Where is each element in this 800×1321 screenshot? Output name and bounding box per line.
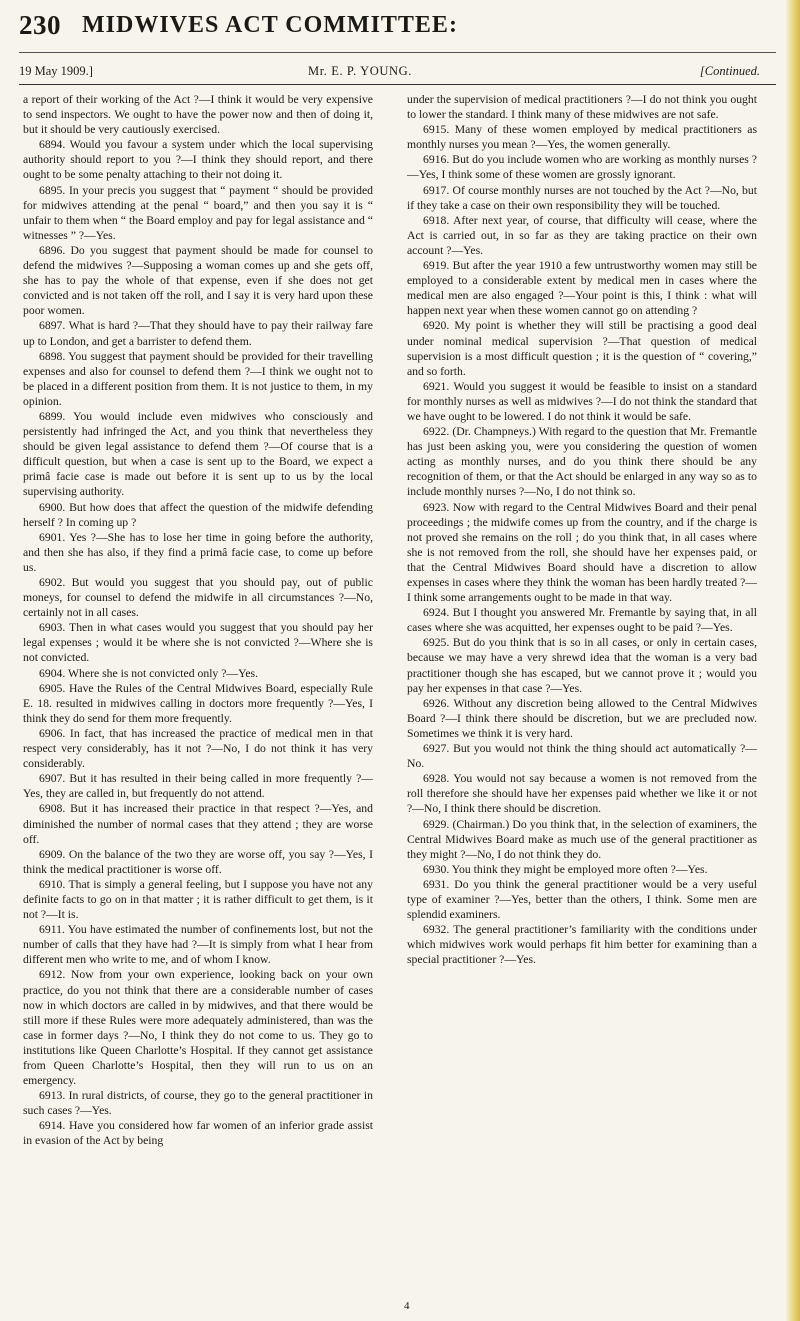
left-column: [23, 92, 373, 1149]
paragraph: 6918. After next year, of course, that difficulty will cease, where the Act is carried out, in so far as they are taking practice on their own account ?—Yes.: [407, 213, 757, 257]
top-rule: [19, 52, 776, 53]
paragraph: 6927. But you would not think the thing should act automatically ?—No.: [407, 742, 757, 771]
continued-label: [Continued.: [699, 64, 760, 78]
paragraph: 6903. Then in what cases would you suggest that you should pay her legal expenses ; would it be where she is not convicted ?—Where she is not convicted.: [23, 621, 373, 665]
paragraph: 6901. Yes ?—She has to lose her time in going before the authority, and then she has also, if they find a primâ facie case, to come up before us.: [23, 530, 373, 574]
page-number: 230: [19, 10, 61, 40]
paragraph: 6898. You suggest that payment should be provided for their travelling expenses and also for counsel to defend them ?—I think we ought not to be placed in a different position from them. It is not justice to them, in my opinion.: [23, 349, 373, 408]
paragraph: 6906. In fact, that has increased the practice of medical men in that respect very considerably, has it not ?—No, I do not think it has very considerably.: [23, 726, 373, 771]
paragraph: 6929. (Chairman.) Do you think that, in the selection of examiners, the Central Midwives Board make as much use of the general practitioner as they might ?—No, I do not think they do.: [407, 817, 757, 861]
paragraph: 6912. Now from your own experience, looking back on your own practice, do you not think that there are a considerable number of cases now in which doctors are called in by midwives, and that there would be still more if these Rules were more adequately administered, than was the case in former days ?—No, I think they do not come to us. They go to institutions like Queen Charlotte’s Hospital. If they cannot get assistance from Queen Charlotte’s Hospital, then they will run to us on an emergency.: [23, 968, 373, 1088]
signature-mark: 4: [404, 1300, 410, 1312]
paragraph: 6915. Many of these women employed by medical practitioners as monthly nurses you mean ?—Yes, the women generally.: [407, 123, 757, 152]
header-rule: [19, 84, 776, 85]
paragraph: 6923. Now with regard to the Central Midwives Board and their penal proceedings ; the midwife comes up from the country, and if the charge is not proved she remains on the roll ; do you think that, in all cases where she is not removed from the roll, she should have her expenses paid, or that the Central Midwives Board should have a discretion to allow expenses in cases where they think the woman has been hardly treated ?—I think some arrangements ought to be made in that way.: [407, 500, 757, 605]
right-column: [407, 92, 757, 967]
paragraph: 6895. In your precis you suggest that “ payment “ should be provided for midwives attending at the penal “ board,” and then you say it is “ unfair to them when “ the Board employ and pay for legal assistance and “ witnesses ” ?—Yes.: [23, 183, 373, 242]
witness-name: Mr. E. P. YOUNG.: [308, 64, 412, 78]
paragraph: 6931. Do you think the general practitioner would be a very useful type of examiner ?—Yes, better than the others, I think. Some men are splendid examiners.: [407, 877, 757, 922]
running-head: MIDWIVES ACT COMMITTEE:: [82, 12, 458, 38]
paragraph: 6914. Have you considered how far women of an inferior grade assist in evasion of the Act by being: [23, 1119, 373, 1148]
paragraph: 6896. Do you suggest that payment should be made for counsel to defend the midwives ?—Supposing a woman comes up and she gets off, she has to pay the whole of that expense, even if she does not get convicted and is not taken off the roll, and I say it is very hard upon these poor women.: [23, 243, 373, 318]
paragraph: 6907. But it has resulted in their being called in more frequently ?—Yes, they are called in, but frequently do not attend.: [23, 772, 373, 801]
paragraph: 6894. Would you favour a system under which the local supervising authority should report to you ?—I think they should report, and there ought to be some penalty attaching to their not doing it.: [23, 138, 373, 182]
paragraph: 6913. In rural districts, of course, they go to the general practitioner in such cases ?—Yes.: [23, 1089, 373, 1118]
paragraph: 6908. But it has increased their practice in that respect ?—Yes, and diminished the number of normal cases that they attend ; they are worse off.: [23, 802, 373, 846]
paragraph: 6899. You would include even midwives who consciously and persistently had infringed the Act, and you think that nevertheless they should be given legal assistance to defend them ?—Of course that is a difficult question, but when a case is sent up to the Board, we expect a primâ facie case is made out before it is sent up to us by the local supervising authority.: [23, 409, 373, 499]
paragraph: 6897. What is hard ?—That they should have to pay their railway fare up to London, and get a barrister to defend them.: [23, 319, 373, 348]
paragraph: 6916. But do you include women who are working as monthly nurses ?—Yes, I think some of these women are grossly ignorant.: [407, 153, 757, 182]
paragraph: 6911. You have estimated the number of confinements lost, but not the number of calls that they have had ?—It is simply from what I hear from different men who write to me, and of whom I know.: [23, 923, 373, 967]
paragraph: 6900. But how does that affect the question of the midwife defending herself ? In coming up ?: [23, 500, 373, 529]
paragraph: 6926. Without any discretion being allowed to the Central Midwives Board ?—I think there should be discretion, but we are precluded now. Sometimes we think it is very hard.: [407, 696, 757, 740]
page-edge: [786, 0, 800, 1321]
paragraph: 6924. But I thought you answered Mr. Fremantle by saying that, in all cases where she was acquitted, her expenses ought to be paid ?—Yes.: [407, 606, 757, 635]
paragraph: 6930. You think they might be employed more often ?—Yes.: [423, 862, 708, 876]
paragraph: under the supervision of medical practitioners ?—I do not think you ought to lower the standard. I think many of these midwives are not safe.: [407, 93, 757, 122]
paragraph: 6905. Have the Rules of the Central Midwives Board, especially Rule E. 18. resulted in midwives calling in doctors more frequently ?—Yes, I think they do send for them more frequently.: [23, 681, 373, 725]
session-date: 19 May 1909.]: [19, 64, 93, 78]
paragraph: 6932. The general practitioner’s familiarity with the conditions under which midwives work would perhaps fit him better for examining than a special practitioner ?—Yes.: [407, 923, 757, 967]
paragraph: 6925. But do you think that is so in all cases, or only in certain cases, because we may have a very shrewd idea that the woman is a very bad practitioner though she has escaped, but we cannot prove it ; would you pay her expenses in that case ?—Yes.: [407, 636, 757, 695]
paragraph: 6904. Where she is not convicted only ?—Yes.: [39, 666, 259, 680]
paragraph: 6919. But after the year 1910 a few untrustworthy women may still be employed to a considerable extent by medical men in cases where the medical men are also engaged ?—Your point is this, I think : what will happen next year when these women cannot go on attending ?: [407, 259, 757, 318]
paragraph: 6910. That is simply a general feeling, but I suppose you have not any definite facts to go on in that matter ; it is rather difficult to get them, is it not ?—It is.: [23, 877, 373, 922]
paragraph: 6917. Of course monthly nurses are not touched by the Act ?—No, but if they take a case on their own responsibility they will be touched.: [407, 183, 757, 212]
paragraph: 6922. (Dr. Champneys.) With regard to the question that Mr. Fremantle has just been asking you, were you considering the question of women acting as monthly nurses, and do you think there should be any recognition of them, or that the Act should be enlarged in any way so as to include monthly nurses ?—No, I do not think so.: [407, 425, 757, 499]
paragraph: 6921. Would you suggest it would be feasible to insist on a standard for monthly nurses as well as midwives ?—I do not think the standard that we have ought to be lowered. I do not think it would be safe.: [407, 379, 757, 423]
paragraph: 6902. But would you suggest that you should pay, out of public moneys, for counsel to defend the midwife in all circumstances ?—No, certainly not in all cases.: [23, 576, 373, 620]
paragraph: a report of their working of the Act ?—I think it would be very expensive to send inspectors. We ought to have the power now and then of doing it, but it should be very cautiously exercised.: [23, 93, 373, 137]
paragraph: 6909. On the balance of the two they are worse off, you say ?—Yes, I think the medical practitioner is worse off.: [23, 847, 373, 876]
paragraph: 6928. You would not say because a women is not removed from the roll therefore she should have her expenses paid whether we like it or not ?—No, I think there should be discretion.: [407, 772, 757, 816]
paragraph: 6920. My point is whether they will still be practising a good deal under nominal medical supervision ?—That question of medical supervision is a most difficult question ; it is the question of “ covering,” and so forth.: [407, 319, 757, 378]
